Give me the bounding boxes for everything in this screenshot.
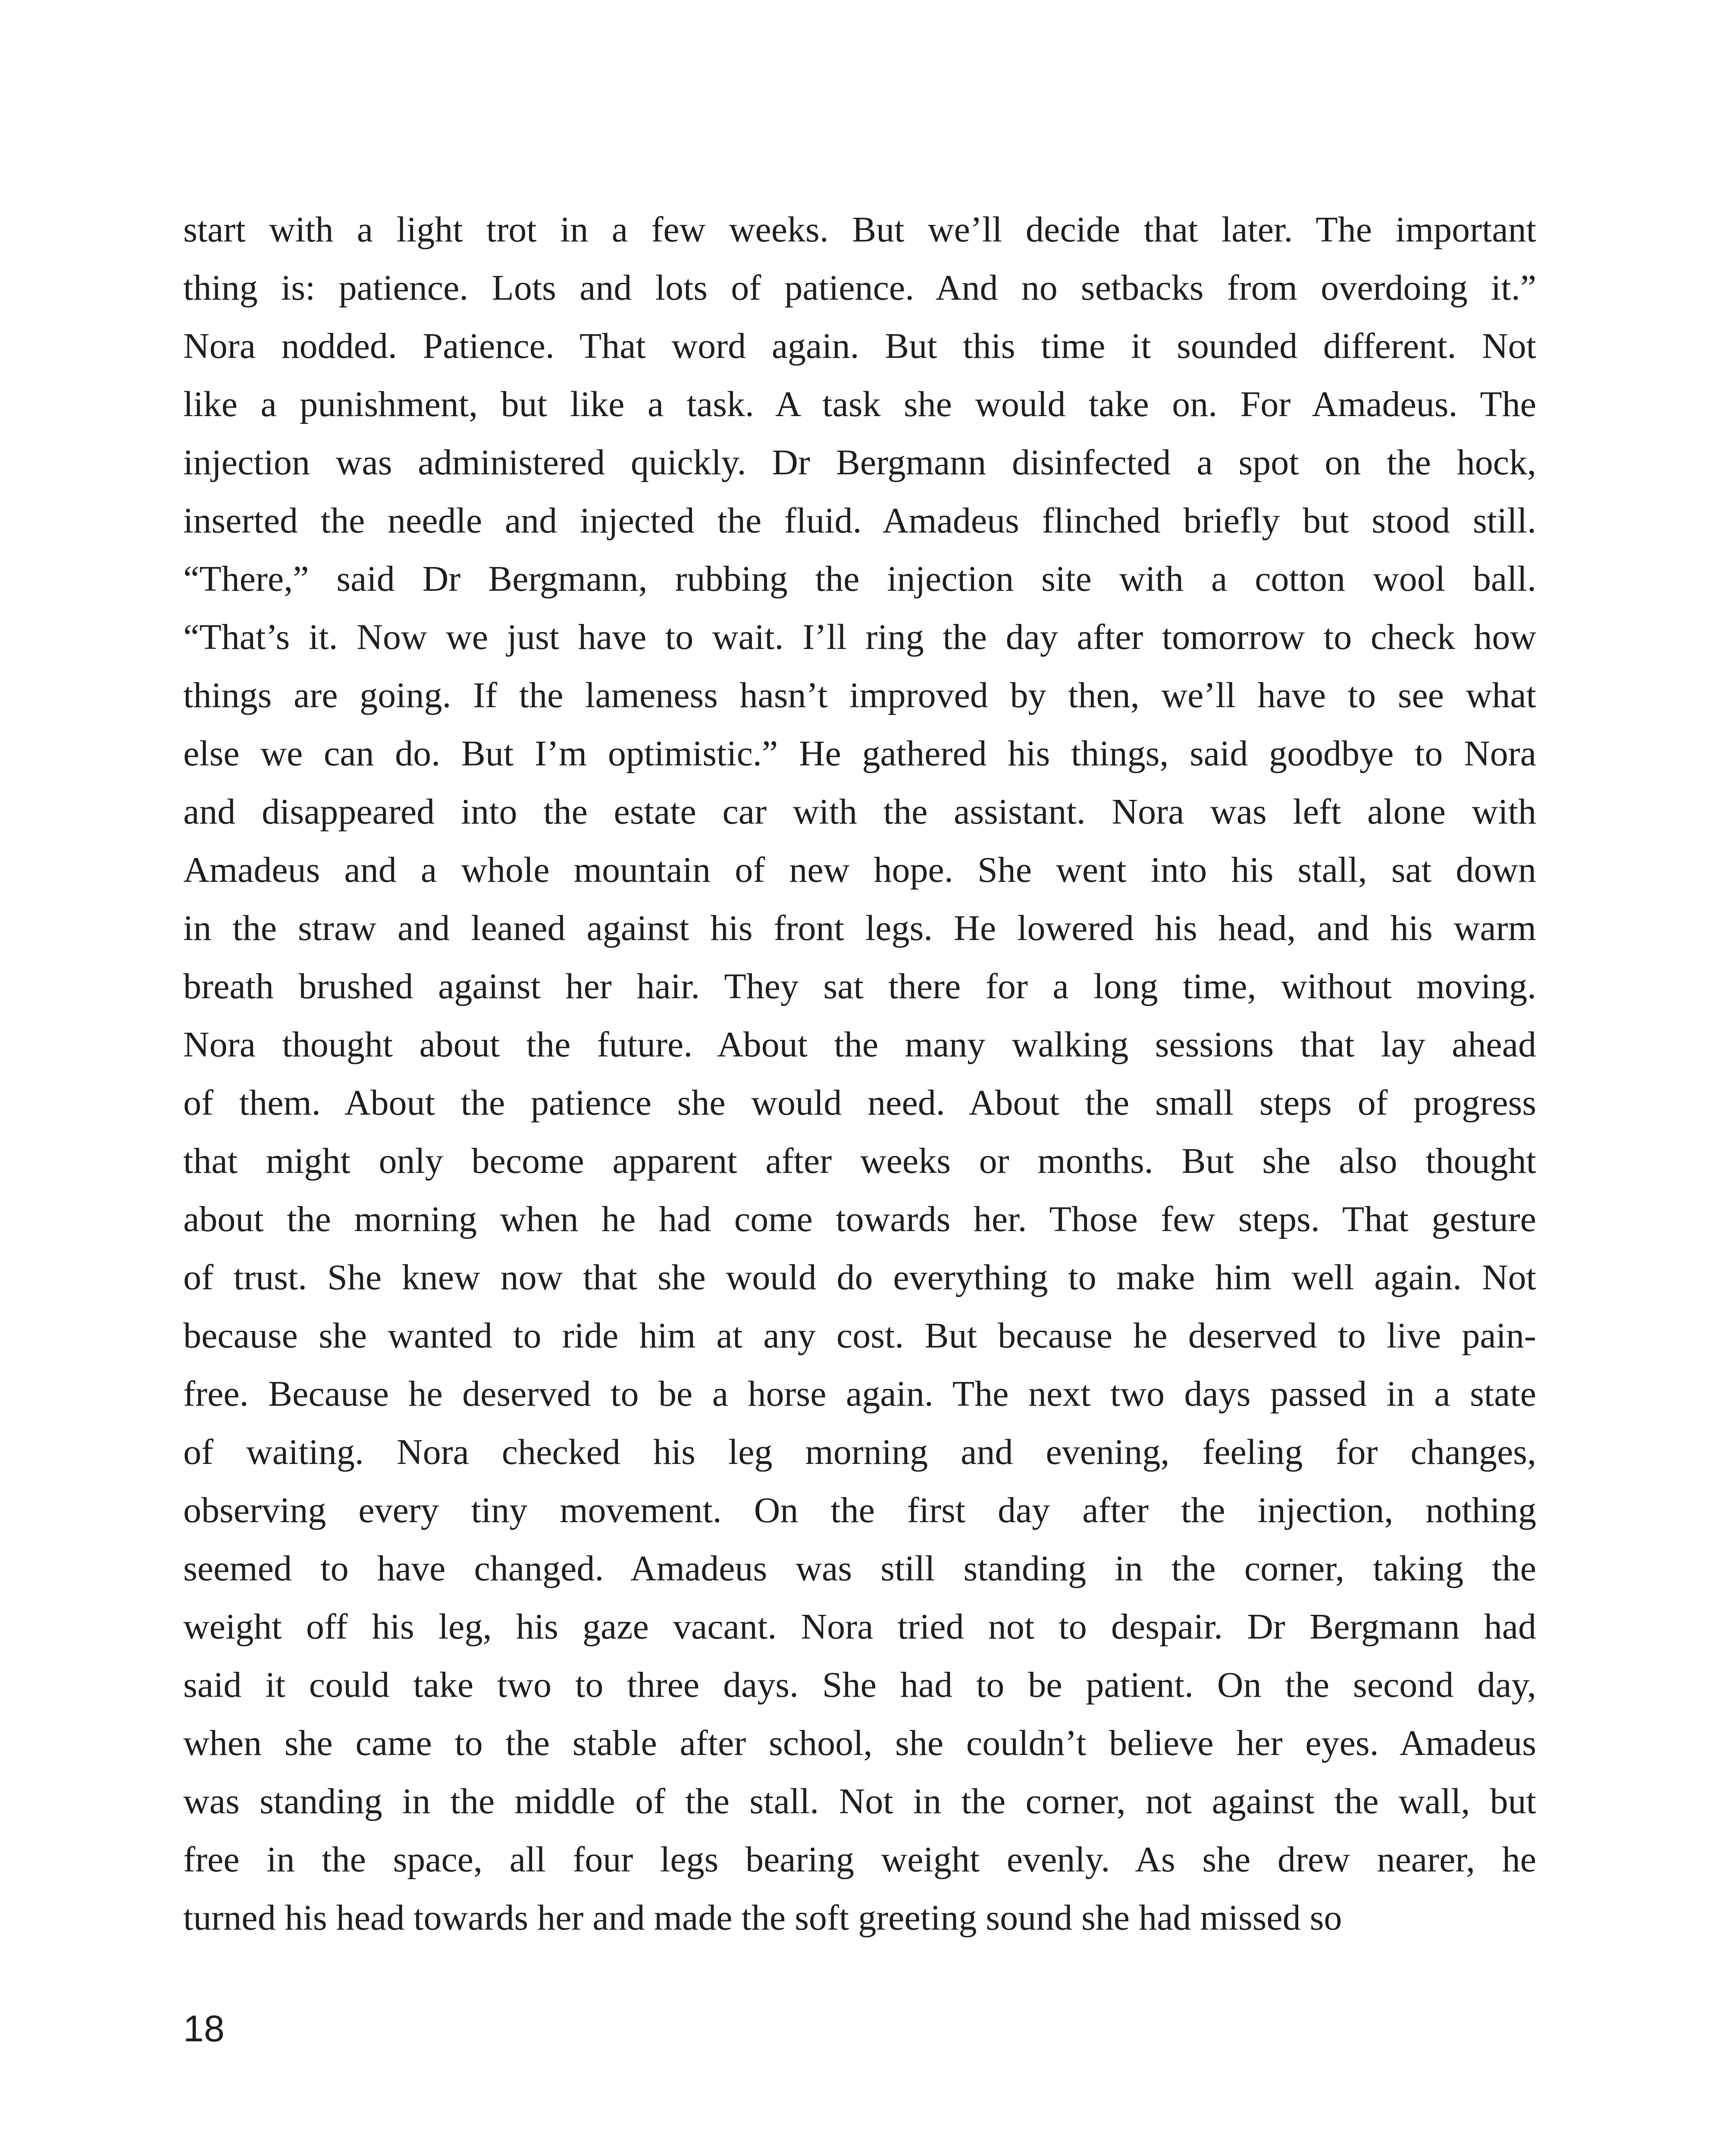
text-line: else we can do. But I’m optimistic.” He gathered his things, said goodbye to Nora xyxy=(183,733,1536,774)
text-line: thing is: patience. Lots and lots of patience. And no setbacks from overdoing it.” xyxy=(183,268,1536,308)
text-line: that might only become apparent after weeks or months. But she also thought xyxy=(183,1141,1536,1181)
text-line: “That’s it. Now we just have to wait. I’ll ring the day after tomorrow to check how xyxy=(183,617,1536,657)
body-text xyxy=(183,201,1536,1947)
text-line: things are going. If the lameness hasn’t improved by then, we’ll have to see what xyxy=(183,675,1536,715)
text-line: said it could take two to three days. She had to be patient. On the second day, xyxy=(183,1665,1536,1705)
text-line: free in the space, all four legs bearing weight evenly. As she drew nearer, he xyxy=(183,1839,1536,1880)
text-line: because she wanted to ride him at any cost. But because he deserved to live pain- xyxy=(183,1316,1536,1356)
text-line: turned his head towards her and made the soft greeting sound she had missed so xyxy=(183,1898,1342,1938)
text-line: when she came to the stable after school, she couldn’t believe her eyes. Amadeus xyxy=(183,1723,1536,1763)
text-line: was standing in the middle of the stall. Not in the corner, not against the wall, but xyxy=(183,1781,1536,1821)
text-line: and disappeared into the estate car with the assistant. Nora was left alone with xyxy=(183,792,1536,832)
text-line: start with a light trot in a few weeks. But we’ll decide that later. The important xyxy=(183,210,1536,250)
text-line: about the morning when he had come towards her. Those few steps. That gesture xyxy=(183,1199,1536,1239)
text-line: breath brushed against her hair. They sat there for a long time, without moving. xyxy=(183,966,1536,1006)
text-line: weight off his leg, his gaze vacant. Nora tried not to despair. Dr Bergmann had xyxy=(183,1607,1536,1647)
text-line: injection was administered quickly. Dr Bergmann disinfected a spot on the hock, xyxy=(183,442,1536,483)
text-line: like a punishment, but like a task. A task she would take on. For Amadeus. The xyxy=(183,384,1536,424)
text-line: inserted the needle and injected the fluid. Amadeus flinched briefly but stood still. xyxy=(183,501,1536,541)
text-line: of waiting. Nora checked his leg morning and evening, feeling for changes, xyxy=(183,1432,1536,1472)
page-number: 18 xyxy=(183,2008,225,2049)
text-line: Nora nodded. Patience. That word again. But this time it sounded different. Not xyxy=(183,326,1536,366)
text-line: “There,” said Dr Bergmann, rubbing the injection site with a cotton wool ball. xyxy=(183,559,1536,599)
text-line: of them. About the patience she would need. About the small steps of progress xyxy=(183,1083,1536,1123)
text-line: in the straw and leaned against his front legs. He lowered his head, and his warm xyxy=(183,908,1536,948)
text-line: of trust. She knew now that she would do everything to make him well again. Not xyxy=(183,1257,1536,1297)
text-line: seemed to have changed. Amadeus was still standing in the corner, taking the xyxy=(183,1548,1536,1589)
text-line: Nora thought about the future. About the many walking sessions that lay ahead xyxy=(183,1025,1536,1065)
text-line: free. Because he deserved to be a horse again. The next two days passed in a state xyxy=(183,1374,1536,1414)
text-line: Amadeus and a whole mountain of new hope. She went into his stall, sat down xyxy=(183,850,1536,890)
text-line: observing every tiny movement. On the first day after the injection, nothing xyxy=(183,1490,1536,1530)
